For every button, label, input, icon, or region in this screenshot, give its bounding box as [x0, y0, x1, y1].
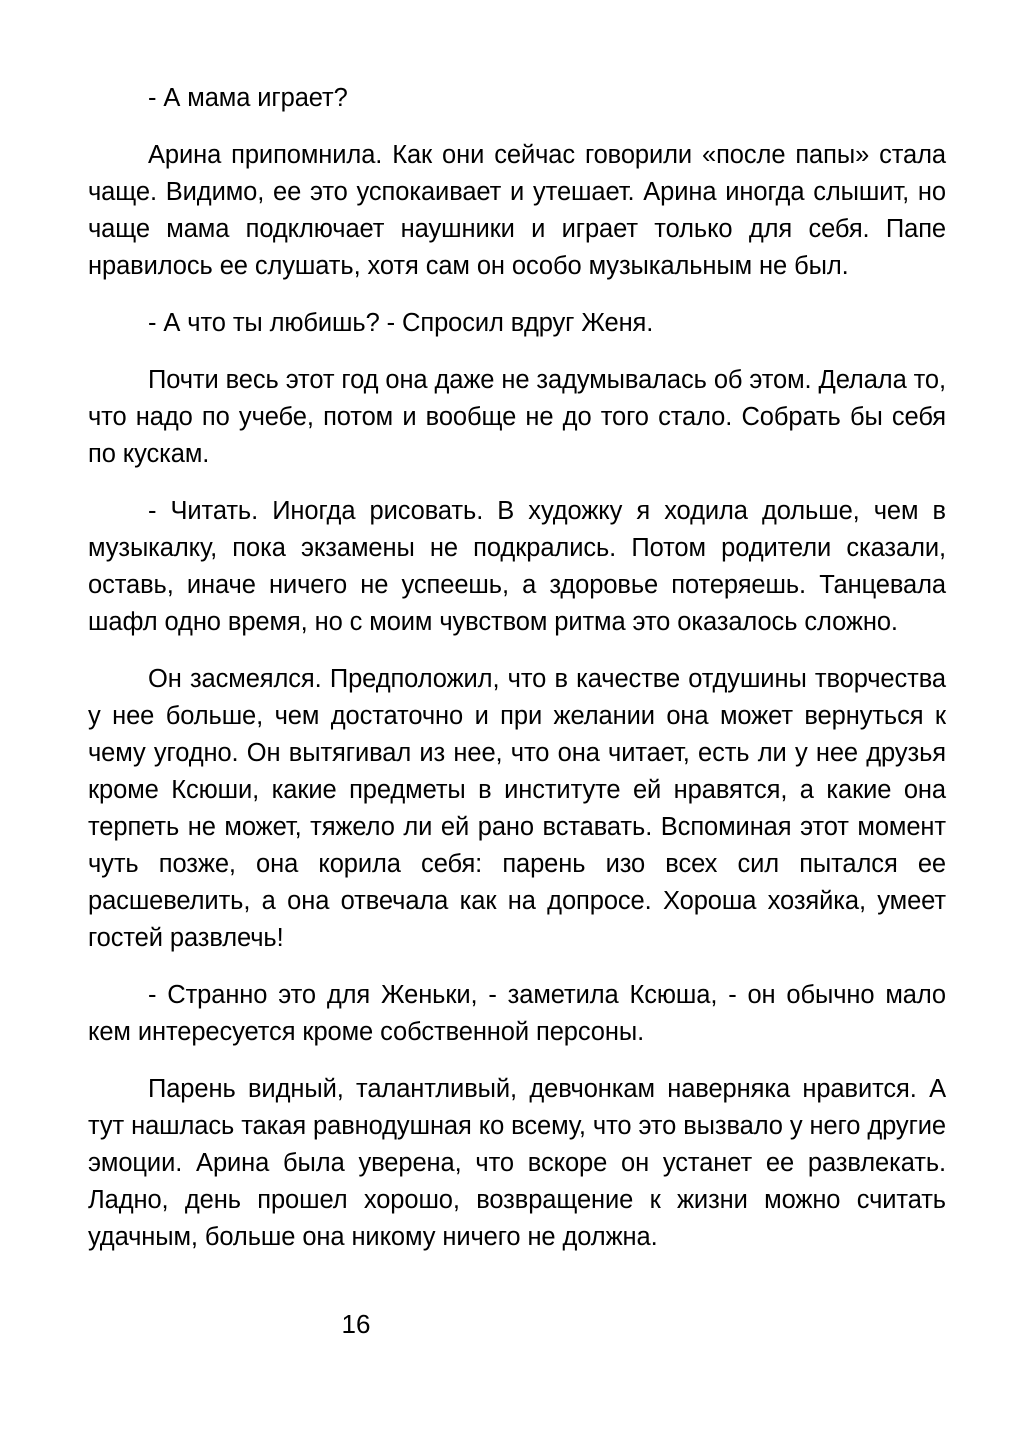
paragraph-almost-whole-year: Почти весь этот год она даже не задумывалась об этом. Делала то, что надо по учебе, потом и вообще не до того стало. Собрать бы себя по кускам.	[88, 366, 946, 468]
page-number: 16	[341, 1309, 371, 1339]
paragraph-he-laughed: Он засмеялся. Предположил, что в качестве отдушины творчества у нее больше, чем достаточно и при желании она может вернуться к чему угодно. Он вытягивал из нее, что она читает, есть ли у нее друзья кроме Ксюши, какие предметы в институте ей нравятся, а какие она терпеть не может, тяжело ли ей рано вставать. Вспоминая этот момент чуть позже, она корила себя: парень изо всех сил пытался ее расшевелить, а она отвечала как на допросе. Хороша хозяйка, умеет гостей развлечь!	[88, 665, 946, 952]
paragraph-dialogue-strange-for-zhenka: - Странно это для Женьки, - заметила Ксюша, - он обычно мало кем интересуется кроме собственной персоны.	[88, 981, 946, 1046]
paragraph-dialogue-what-do-you-like: - А что ты любишь? - Спросил вдруг Женя.	[148, 309, 654, 337]
paragraph-dialogue-mama-plays: - А мама играет?	[148, 84, 348, 112]
paragraph-dialogue-reading-drawing: - Читать. Иногда рисовать. В художку я ходила дольше, чем в музыкалку, пока экзамены не подкрались. Потом родители сказали, оставь, иначе ничего не успеешь, а здоровье потеряешь. Танцевала шафл одно время, но с моим чувством ритма это оказалось сложно.	[88, 497, 946, 636]
page-text-column	[88, 80, 946, 1276]
paragraph-arina-recalled: Арина припомнила. Как они сейчас говорили «после папы» стала чаще. Видимо, ее это успокаивает и утешает. Арина иногда слышит, но чаще мама подключает наушники и играет только для себя. Папе нравилось ее слушать, хотя сам он особо музыкальным не был.	[88, 141, 946, 280]
paragraph-handsome-talented-guy: Парень видный, талантливый, девчонкам наверняка нравится. А тут нашлась такая равнодушная ко всему, что это вызвало у него другие эмоции. Арина была уверена, что вскоре он устанет ее развлекать. Ладно, день прошел хорошо, возвращение к жизни можно считать удачным, больше она никому ничего не должна.	[88, 1075, 946, 1251]
